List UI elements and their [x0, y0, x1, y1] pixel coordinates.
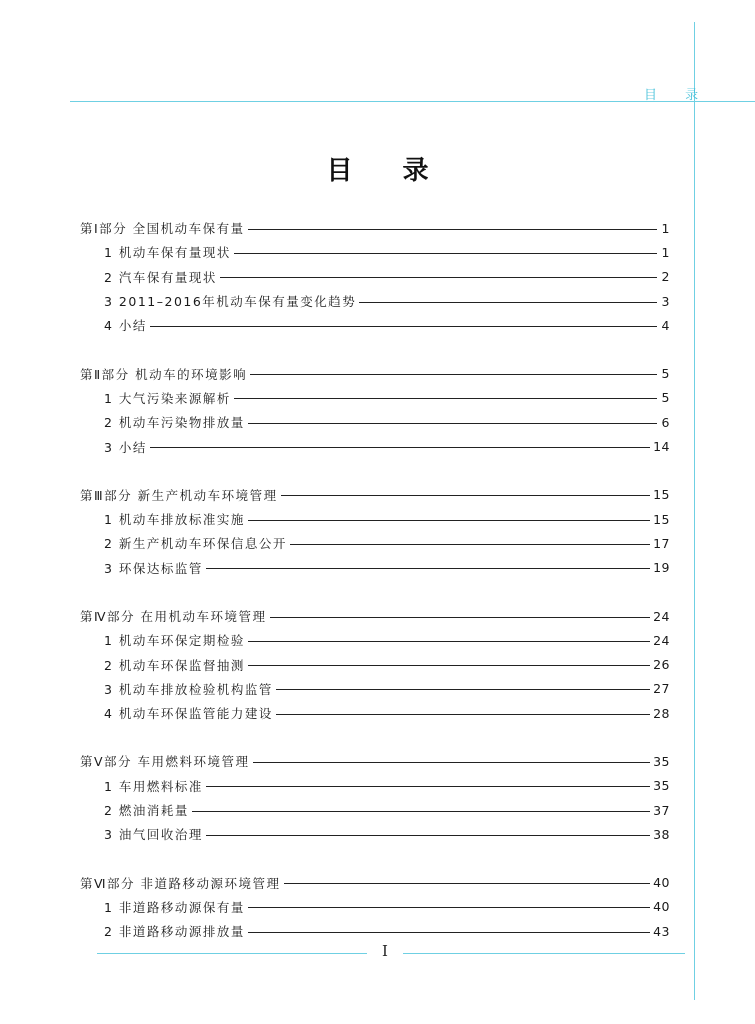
toc-entry[interactable] — [80, 701, 670, 725]
toc-section-title: 第Ⅰ部分 全国机动车保有量 — [80, 221, 245, 237]
toc-leader-line — [220, 277, 657, 278]
toc-entry[interactable] — [80, 895, 670, 919]
toc-page-number: 15 — [653, 487, 670, 503]
toc-entry-title: 1 车用燃料标准 — [104, 778, 203, 794]
toc-entry-title: 2 机动车污染物排放量 — [104, 415, 245, 431]
toc-entry-title: 3 机动车排放检验机构监管 — [104, 681, 273, 697]
toc-section-title: 第Ⅵ部分 非道路移动源环境管理 — [80, 875, 281, 891]
toc-entry[interactable] — [80, 774, 670, 798]
toc-entry-title: 3 小结 — [104, 439, 147, 455]
toc-page-number: 43 — [653, 923, 670, 939]
toc-page-number: 40 — [653, 875, 670, 891]
toc-entry-title: 1 机动车保有量现状 — [104, 245, 231, 261]
toc-entry[interactable] — [80, 798, 670, 822]
toc-entry[interactable] — [80, 628, 670, 652]
toc-entry-title: 4 机动车环保监管能力建设 — [104, 706, 273, 722]
toc-leader-line — [150, 326, 657, 327]
page-title: 目录 — [326, 156, 479, 186]
toc-leader-line — [248, 907, 650, 908]
toc-leader-line — [250, 374, 657, 375]
toc-entry-title: 2 新生产机动车环保信息公开 — [104, 536, 287, 552]
toc-entry-title: 2 非道路移动源排放量 — [104, 924, 245, 940]
toc-section-heading[interactable] — [80, 216, 670, 240]
toc-page-number: 27 — [653, 681, 670, 697]
toc-entry[interactable] — [80, 410, 670, 434]
toc-page-number: 1 — [661, 220, 670, 236]
running-header: 目 录 — [644, 88, 711, 103]
toc-section-heading[interactable] — [80, 604, 670, 628]
toc-leader-line — [359, 302, 657, 303]
toc-page-number: 28 — [653, 705, 670, 721]
toc-entry-title: 2 汽车保有量现状 — [104, 269, 217, 285]
toc-entry[interactable] — [80, 507, 670, 531]
toc-leader-line — [290, 544, 650, 545]
footer-rule-left — [97, 953, 367, 954]
toc-page-number: 15 — [653, 511, 670, 527]
toc-entry-title: 1 非道路移动源保有量 — [104, 899, 245, 915]
table-of-contents — [80, 216, 670, 967]
footer-rule-right — [403, 953, 685, 954]
toc-page-number: 40 — [653, 899, 670, 915]
toc-leader-line — [276, 714, 650, 715]
toc-section — [80, 483, 670, 580]
toc-entry-title: 4 小结 — [104, 318, 147, 334]
toc-leader-line — [206, 835, 650, 836]
toc-leader-line — [206, 568, 650, 569]
toc-leader-line — [248, 932, 650, 933]
toc-entry-title: 1 机动车环保定期检验 — [104, 633, 245, 649]
toc-page-number: 24 — [653, 608, 670, 624]
toc-section-title: 第Ⅴ部分 车用燃料环境管理 — [80, 754, 250, 770]
toc-entry[interactable] — [80, 822, 670, 846]
toc-section-title: 第Ⅲ部分 新生产机动车环境管理 — [80, 487, 278, 503]
toc-section — [80, 604, 670, 725]
toc-section-title: 第Ⅳ部分 在用机动车环境管理 — [80, 609, 267, 624]
toc-section — [80, 749, 670, 846]
toc-entry[interactable] — [80, 289, 670, 313]
toc-entry-title: 1 机动车排放标准实施 — [104, 512, 245, 528]
toc-section-heading[interactable] — [80, 483, 670, 507]
toc-section-heading[interactable] — [80, 361, 670, 385]
toc-entry-title: 2 燃油消耗量 — [104, 803, 189, 819]
toc-section — [80, 871, 670, 944]
toc-page-number: 2 — [661, 269, 670, 285]
toc-leader-line — [206, 786, 650, 787]
toc-entry-title: 1 大气污染来源解析 — [104, 390, 231, 406]
toc-section-title: 第Ⅱ部分 机动车的环境影响 — [80, 366, 248, 382]
toc-section — [80, 216, 670, 337]
toc-leader-line — [248, 641, 650, 642]
toc-section — [80, 361, 670, 458]
toc-entry[interactable] — [80, 919, 670, 943]
toc-leader-line — [270, 617, 651, 618]
toc-leader-line — [281, 495, 651, 496]
toc-entry[interactable] — [80, 386, 670, 410]
toc-leader-line — [284, 883, 651, 884]
toc-page-number: 19 — [653, 560, 670, 576]
toc-page-number: 14 — [653, 439, 670, 455]
toc-page-number: 5 — [661, 366, 670, 382]
toc-entry[interactable] — [80, 531, 670, 555]
toc-leader-line — [234, 253, 657, 254]
toc-entry[interactable] — [80, 434, 670, 458]
toc-entry[interactable] — [80, 556, 670, 580]
toc-page-number: 5 — [661, 390, 670, 406]
toc-entry[interactable] — [80, 240, 670, 264]
toc-page-number: 35 — [653, 778, 670, 794]
toc-page-number: 3 — [661, 293, 670, 309]
toc-section-heading[interactable] — [80, 749, 670, 773]
toc-entry[interactable] — [80, 677, 670, 701]
toc-page-number: 6 — [661, 414, 670, 430]
toc-leader-line — [248, 229, 657, 230]
toc-page-number: 24 — [653, 632, 670, 648]
toc-entry[interactable] — [80, 313, 670, 337]
toc-page-number: 26 — [653, 657, 670, 673]
toc-leader-line — [192, 811, 650, 812]
toc-entry-title: 2 机动车环保监督抽测 — [104, 657, 245, 673]
toc-entry-title: 3 油气回收治理 — [104, 827, 203, 843]
page-number: I — [382, 942, 388, 960]
toc-leader-line — [276, 689, 650, 690]
toc-leader-line — [253, 762, 651, 763]
toc-entry-title: 3 2011–2016年机动车保有量变化趋势 — [104, 294, 357, 310]
toc-leader-line — [248, 423, 657, 424]
toc-leader-line — [150, 447, 650, 448]
toc-entry-title: 3 环保达标监管 — [104, 560, 203, 576]
toc-page-number: 35 — [653, 753, 670, 769]
toc-leader-line — [248, 665, 650, 666]
toc-leader-line — [248, 520, 650, 521]
toc-leader-line — [234, 398, 657, 399]
toc-entry[interactable] — [80, 265, 670, 289]
toc-page-number: 38 — [653, 826, 670, 842]
toc-page-number: 1 — [661, 244, 670, 260]
toc-section-heading[interactable] — [80, 871, 670, 895]
toc-page-number: 37 — [653, 802, 670, 818]
toc-page-number: 4 — [661, 317, 670, 333]
toc-page-number: 17 — [653, 535, 670, 551]
toc-entry[interactable] — [80, 652, 670, 676]
